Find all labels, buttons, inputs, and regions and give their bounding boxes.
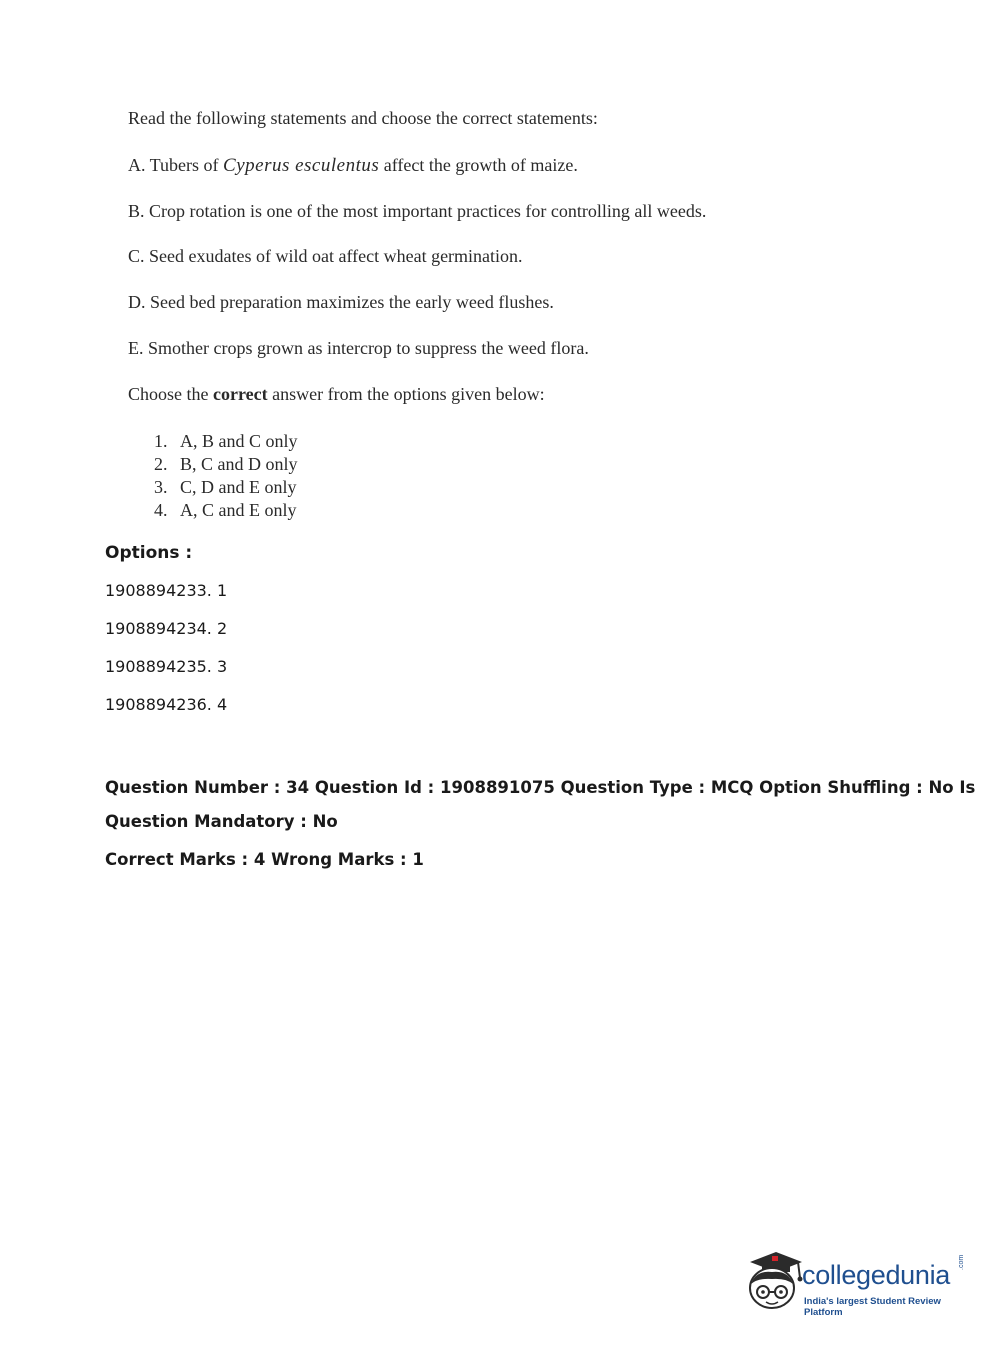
question-meta-line2: Question Mandatory : No	[105, 812, 338, 831]
statement-a-suffix: affect the growth of maize.	[379, 155, 578, 175]
choice-text: A, C and E only	[180, 500, 297, 520]
options-heading: Options :	[105, 543, 193, 563]
choose-suffix: answer from the options given below:	[267, 384, 545, 404]
statement-e: E. Smother crops grown as intercrop to suppress the weed flora.	[128, 338, 589, 358]
statement-a	[128, 155, 578, 177]
choice-number: 4.	[154, 500, 168, 520]
choice-number: 2.	[154, 454, 168, 474]
choose-prefix: Choose the	[128, 384, 213, 404]
choice-number: 1.	[154, 431, 168, 451]
choice-item	[154, 499, 298, 522]
question-meta-line1: Question Number : 34 Question Id : 1908891075 Question Type : MCQ Option Shuffling : No Is	[105, 778, 976, 797]
statement-a-prefix: A. Tubers of	[128, 155, 224, 175]
question-intro: Read the following statements and choose the correct statements:	[128, 108, 598, 128]
option-item: 1908894234. 2	[105, 619, 228, 638]
choice-item	[154, 453, 298, 476]
choice-text: A, B and C only	[180, 431, 298, 451]
statement-d: D. Seed bed preparation maximizes the early weed flushes.	[128, 292, 554, 312]
mascot-icon	[742, 1248, 804, 1318]
choice-text: B, C and D only	[180, 454, 298, 474]
logo-wordmark: collegedunia	[802, 1260, 951, 1290]
option-item: 1908894233. 1	[105, 581, 228, 600]
logo-tagline: India's largest Student Review Platform	[804, 1296, 941, 1318]
statement-b: B. Crop rotation is one of the most important practices for controlling all weeds.	[128, 201, 707, 221]
choice-number: 3.	[154, 477, 168, 497]
option-item: 1908894236. 4	[105, 695, 228, 714]
choice-item	[154, 476, 298, 499]
marks-line: Correct Marks : 4 Wrong Marks : 1	[105, 850, 424, 869]
choose-bold-word: correct	[213, 384, 268, 404]
scientific-name: Cyperus esculentus	[223, 155, 380, 176]
option-item: 1908894235. 3	[105, 657, 228, 676]
collegedunia-logo	[742, 1248, 972, 1318]
logo-com: .com	[958, 1254, 965, 1270]
choice-item	[154, 430, 298, 453]
choice-list	[154, 430, 298, 522]
choice-text: C, D and E only	[180, 477, 297, 497]
statement-c: C. Seed exudates of wild oat affect wheat germination.	[128, 246, 523, 266]
choose-instruction	[128, 384, 545, 405]
